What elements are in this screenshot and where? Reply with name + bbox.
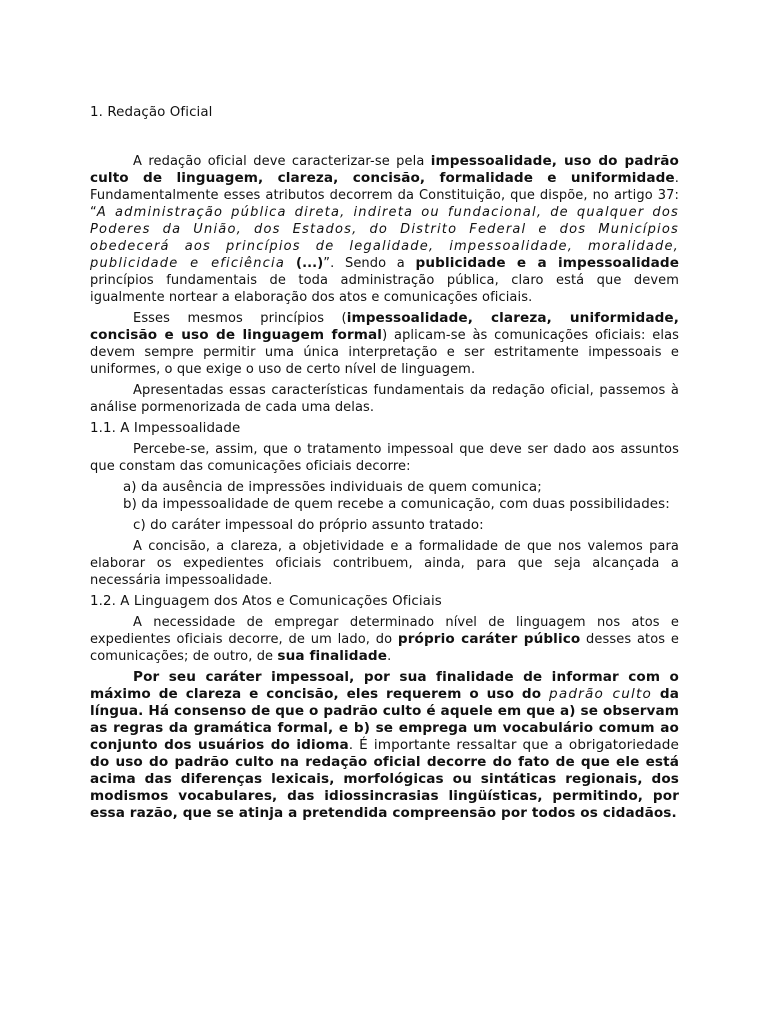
p1-text-f: ”. Sendo a (323, 256, 416, 271)
p1-bold-ellipsis: (...) (285, 256, 324, 271)
p1-text-h: princípios fundamentais de toda administração pública, claro está que devem igualmente nortear a elaboração dos atos e comunicações oficiais. (90, 273, 679, 305)
p7-bold-conclusion: do uso do padrão culto na redação oficial decorre do fato de que ele está acima das diferenças lexicais, morfológicas ou sintáticas regionais, dos modismos vocabulares, das idiossincrasias lingüísticas, permitindo, por essa razão, que se atinja a pretendida compreensão por todos os cidadãos. (90, 754, 679, 821)
p2-text-a: Esses mesmos princípios ( (133, 311, 347, 326)
paragraph-intro (90, 153, 679, 306)
paragraph-same-principles (90, 310, 679, 378)
list-item-c-punct: : (479, 518, 484, 533)
p2-text-c: ) aplicam-se às comunicações oficiais: elas devem sempre permitir uma única interpretação e ser estritamente impessoais e uniformes, o que exige o uso de certo nível de linguagem. (90, 328, 680, 377)
p6-text-e: . (387, 649, 392, 664)
p1-quote-constitution: A administração pública direta, indireta ou fundacional, de qualquer dos Poderes da União, dos Estados, do Distrito Federal e dos Municípios obedecerá aos princípios de legalidade, impessoalidade, moralidade, publicidade e eficiência (90, 205, 679, 271)
p6-text-c: desses atos e comunicações; de outro, de (90, 632, 679, 664)
p6-bold-purpose: sua finalidade (277, 648, 388, 664)
p6-bold-public-character: próprio caráter público (397, 631, 581, 647)
p7-bold-consensus: da língua. Há consenso de que o padrão culto é aquele em que a) se observam as regras da gramática formal, e b) se emprega um vocabulário comum ao conjunto dos usuários do idioma (90, 686, 680, 753)
list-item-b-punct: : (665, 497, 670, 512)
document-body (90, 104, 679, 822)
p6-text-a: A necessidade de empregar determinado nível de linguagem nos atos e expedientes oficiais decorre, de um lado, do (90, 615, 679, 647)
list-item-a-punct: ; (537, 480, 542, 495)
list-item-a-text: a) da ausência de impressões individuais de quem comunica (123, 480, 538, 495)
paragraph-impersonal-treatment: Percebe-se, assim, que o tratamento impessoal que deve ser dado aos assuntos que constam das comunicações oficiais decorre: (90, 442, 679, 474)
p7-text-important: . É importante ressaltar que a obrigatoriedade (348, 737, 680, 753)
subsection-title-linguagem: 1.2. A Linguagem dos Atos e Comunicações Oficiais (90, 594, 442, 609)
p7-italic-cult-standard: padrão culto (548, 686, 653, 702)
paragraph-cult-standard (90, 669, 679, 822)
list-item-c (90, 517, 679, 534)
list-item-b (90, 496, 679, 513)
list-item-c-text: c) do caráter impessoal do próprio assunto tratado (133, 518, 480, 533)
paragraph-language-need (90, 614, 679, 665)
paragraph-analysis: Apresentadas essas características fundamentais da redação oficial, passemos à análise pormenorizada de cada uma delas. (90, 383, 679, 415)
p1-bold-principles: publicidade e a impessoalidade (415, 255, 680, 271)
p2-bold-principles: impessoalidade, clareza, uniformidade, concisão e uso de linguagem formal (90, 310, 680, 343)
p1-bold-attributes: impessoalidade, uso do padrão culto de linguagem, clareza, concisão, formalidade e uniformidade (90, 153, 679, 186)
p7-bold-intro: Por seu caráter impessoal, por sua finalidade de informar com o máximo de clareza e concisão, eles requerem o uso do (90, 669, 679, 702)
paragraph-concision: A concisão, a clareza, a objetividade e a formalidade de que nos valemos para elaborar os expedientes oficiais contribuem, ainda, para que seja alcançada a necessária impessoalidade. (90, 539, 679, 588)
p1-text-a: A redação oficial deve caracterizar-se pela (133, 154, 431, 169)
list-item-a (90, 479, 679, 496)
p1-text-c: . Fundamentalmente esses atributos decorrem da Constituição, que dispõe, no artigo 37: “ (90, 171, 679, 220)
subsection-title-impessoalidade: 1.1. A Impessoalidade (90, 421, 241, 436)
list-item-b-text: b) da impessoalidade de quem recebe a comunicação, com duas possibilidades (123, 497, 666, 512)
section-title-redacao-oficial: 1. Redação Oficial (90, 105, 213, 120)
